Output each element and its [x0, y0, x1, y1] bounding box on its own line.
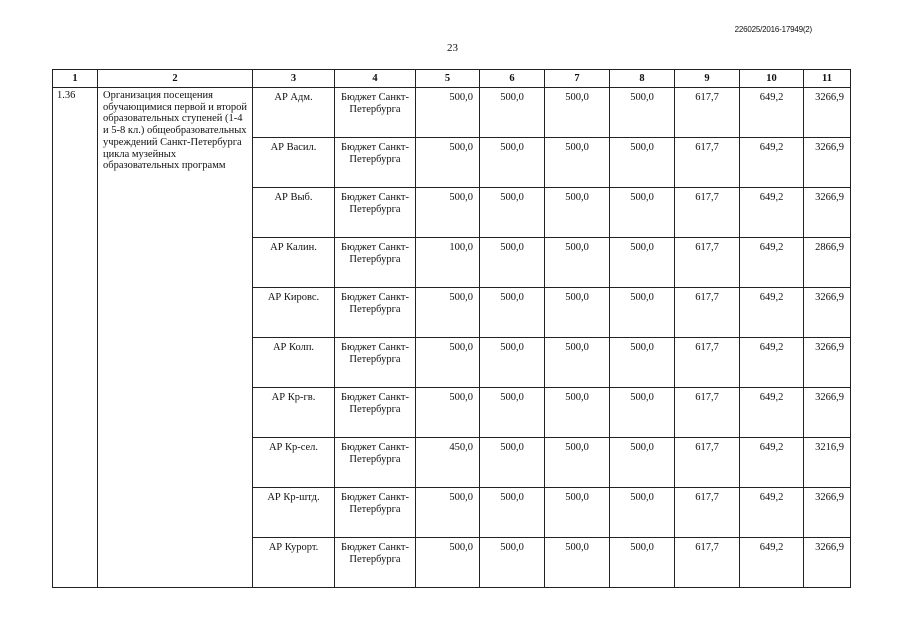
value-cell-col-11: 3216,9	[804, 438, 851, 488]
header-col-3: 3	[253, 70, 335, 88]
executor-cell: АР Васил.	[253, 138, 335, 188]
value-cell-col-10: 649,2	[740, 488, 804, 538]
header-col-10: 10	[740, 70, 804, 88]
value-cell-col-11: 3266,9	[804, 488, 851, 538]
value-cell-col-6: 500,0	[480, 438, 545, 488]
value-cell-col-6: 500,0	[480, 338, 545, 388]
value-cell-col-10: 649,2	[740, 538, 804, 588]
value-cell-col-9: 617,7	[675, 188, 740, 238]
executor-cell: АР Адм.	[253, 88, 335, 138]
value-cell-col-5: 500,0	[416, 488, 480, 538]
value-cell-col-9: 617,7	[675, 88, 740, 138]
value-cell-col-7: 500,0	[545, 338, 610, 388]
header-col-8: 8	[610, 70, 675, 88]
executor-cell: АР Курорт.	[253, 538, 335, 588]
value-cell-col-6: 500,0	[480, 138, 545, 188]
value-cell-col-8: 500,0	[610, 488, 675, 538]
funding-source-cell: Бюджет Санкт-Петербурга	[335, 338, 416, 388]
value-cell-col-8: 500,0	[610, 338, 675, 388]
table-row	[53, 88, 851, 138]
value-cell-col-6: 500,0	[480, 288, 545, 338]
document-number: 226025/2016-17949(2)	[734, 25, 812, 34]
funding-source-cell: Бюджет Санкт-Петербурга	[335, 388, 416, 438]
value-cell-col-7: 500,0	[545, 238, 610, 288]
value-cell-col-11: 3266,9	[804, 138, 851, 188]
header-col-6: 6	[480, 70, 545, 88]
value-cell-col-10: 649,2	[740, 338, 804, 388]
value-cell-col-10: 649,2	[740, 288, 804, 338]
value-cell-col-9: 617,7	[675, 288, 740, 338]
value-cell-col-5: 500,0	[416, 188, 480, 238]
item-description: Организация посещения обучающимися первой и второй образовательных ступеней (1-4 и 5-8 кл.) общеобразовательных учреждений Санкт-Петербурга цикла музейных образовательных программ	[98, 88, 253, 588]
funding-source-cell: Бюджет Санкт-Петербурга	[335, 188, 416, 238]
header-col-9: 9	[675, 70, 740, 88]
header-col-4: 4	[335, 70, 416, 88]
value-cell-col-6: 500,0	[480, 538, 545, 588]
header-col-11: 11	[804, 70, 851, 88]
executor-cell: АР Кр-штд.	[253, 488, 335, 538]
value-cell-col-11: 3266,9	[804, 188, 851, 238]
value-cell-col-6: 500,0	[480, 238, 545, 288]
value-cell-col-9: 617,7	[675, 238, 740, 288]
value-cell-col-9: 617,7	[675, 338, 740, 388]
value-cell-col-8: 500,0	[610, 238, 675, 288]
funding-source-cell: Бюджет Санкт-Петербурга	[335, 238, 416, 288]
header-col-7: 7	[545, 70, 610, 88]
funding-source-cell: Бюджет Санкт-Петербурга	[335, 438, 416, 488]
value-cell-col-9: 617,7	[675, 538, 740, 588]
value-cell-col-10: 649,2	[740, 238, 804, 288]
item-number: 1.36	[53, 88, 98, 588]
header-col-1: 1	[53, 70, 98, 88]
value-cell-col-9: 617,7	[675, 388, 740, 438]
value-cell-col-5: 500,0	[416, 338, 480, 388]
funding-source-cell: Бюджет Санкт-Петербурга	[335, 88, 416, 138]
value-cell-col-9: 617,7	[675, 438, 740, 488]
executor-cell: АР Калин.	[253, 238, 335, 288]
value-cell-col-8: 500,0	[610, 388, 675, 438]
value-cell-col-10: 649,2	[740, 88, 804, 138]
value-cell-col-5: 500,0	[416, 538, 480, 588]
value-cell-col-8: 500,0	[610, 188, 675, 238]
executor-cell: АР Кр-сел.	[253, 438, 335, 488]
value-cell-col-5: 450,0	[416, 438, 480, 488]
value-cell-col-7: 500,0	[545, 288, 610, 338]
value-cell-col-5: 500,0	[416, 138, 480, 188]
value-cell-col-9: 617,7	[675, 488, 740, 538]
value-cell-col-8: 500,0	[610, 288, 675, 338]
funding-source-cell: Бюджет Санкт-Петербурга	[335, 288, 416, 338]
value-cell-col-7: 500,0	[545, 388, 610, 438]
executor-cell: АР Кировс.	[253, 288, 335, 338]
value-cell-col-7: 500,0	[545, 538, 610, 588]
value-cell-col-8: 500,0	[610, 138, 675, 188]
executor-cell: АР Колп.	[253, 338, 335, 388]
value-cell-col-6: 500,0	[480, 188, 545, 238]
value-cell-col-6: 500,0	[480, 388, 545, 438]
value-cell-col-8: 500,0	[610, 88, 675, 138]
value-cell-col-10: 649,2	[740, 388, 804, 438]
funding-source-cell: Бюджет Санкт-Петербурга	[335, 488, 416, 538]
header-col-5: 5	[416, 70, 480, 88]
value-cell-col-10: 649,2	[740, 188, 804, 238]
value-cell-col-8: 500,0	[610, 438, 675, 488]
executor-cell: АР Кр-гв.	[253, 388, 335, 438]
value-cell-col-5: 500,0	[416, 88, 480, 138]
value-cell-col-10: 649,2	[740, 438, 804, 488]
value-cell-col-5: 100,0	[416, 238, 480, 288]
value-cell-col-7: 500,0	[545, 188, 610, 238]
value-cell-col-11: 3266,9	[804, 538, 851, 588]
value-cell-col-7: 500,0	[545, 138, 610, 188]
value-cell-col-9: 617,7	[675, 138, 740, 188]
value-cell-col-10: 649,2	[740, 138, 804, 188]
header-row	[53, 70, 851, 88]
table-header	[53, 70, 851, 88]
value-cell-col-6: 500,0	[480, 488, 545, 538]
value-cell-col-11: 2866,9	[804, 238, 851, 288]
value-cell-col-11: 3266,9	[804, 288, 851, 338]
funding-source-cell: Бюджет Санкт-Петербурга	[335, 138, 416, 188]
value-cell-col-7: 500,0	[545, 488, 610, 538]
value-cell-col-7: 500,0	[545, 88, 610, 138]
funding-source-cell: Бюджет Санкт-Петербурга	[335, 538, 416, 588]
table-body	[53, 88, 851, 588]
value-cell-col-11: 3266,9	[804, 388, 851, 438]
value-cell-col-11: 3266,9	[804, 338, 851, 388]
value-cell-col-5: 500,0	[416, 288, 480, 338]
budget-table	[52, 69, 851, 588]
executor-cell: АР Выб.	[253, 188, 335, 238]
header-col-2: 2	[98, 70, 253, 88]
value-cell-col-8: 500,0	[610, 538, 675, 588]
value-cell-col-6: 500,0	[480, 88, 545, 138]
value-cell-col-7: 500,0	[545, 438, 610, 488]
value-cell-col-11: 3266,9	[804, 88, 851, 138]
page-number: 23	[447, 42, 458, 54]
value-cell-col-5: 500,0	[416, 388, 480, 438]
